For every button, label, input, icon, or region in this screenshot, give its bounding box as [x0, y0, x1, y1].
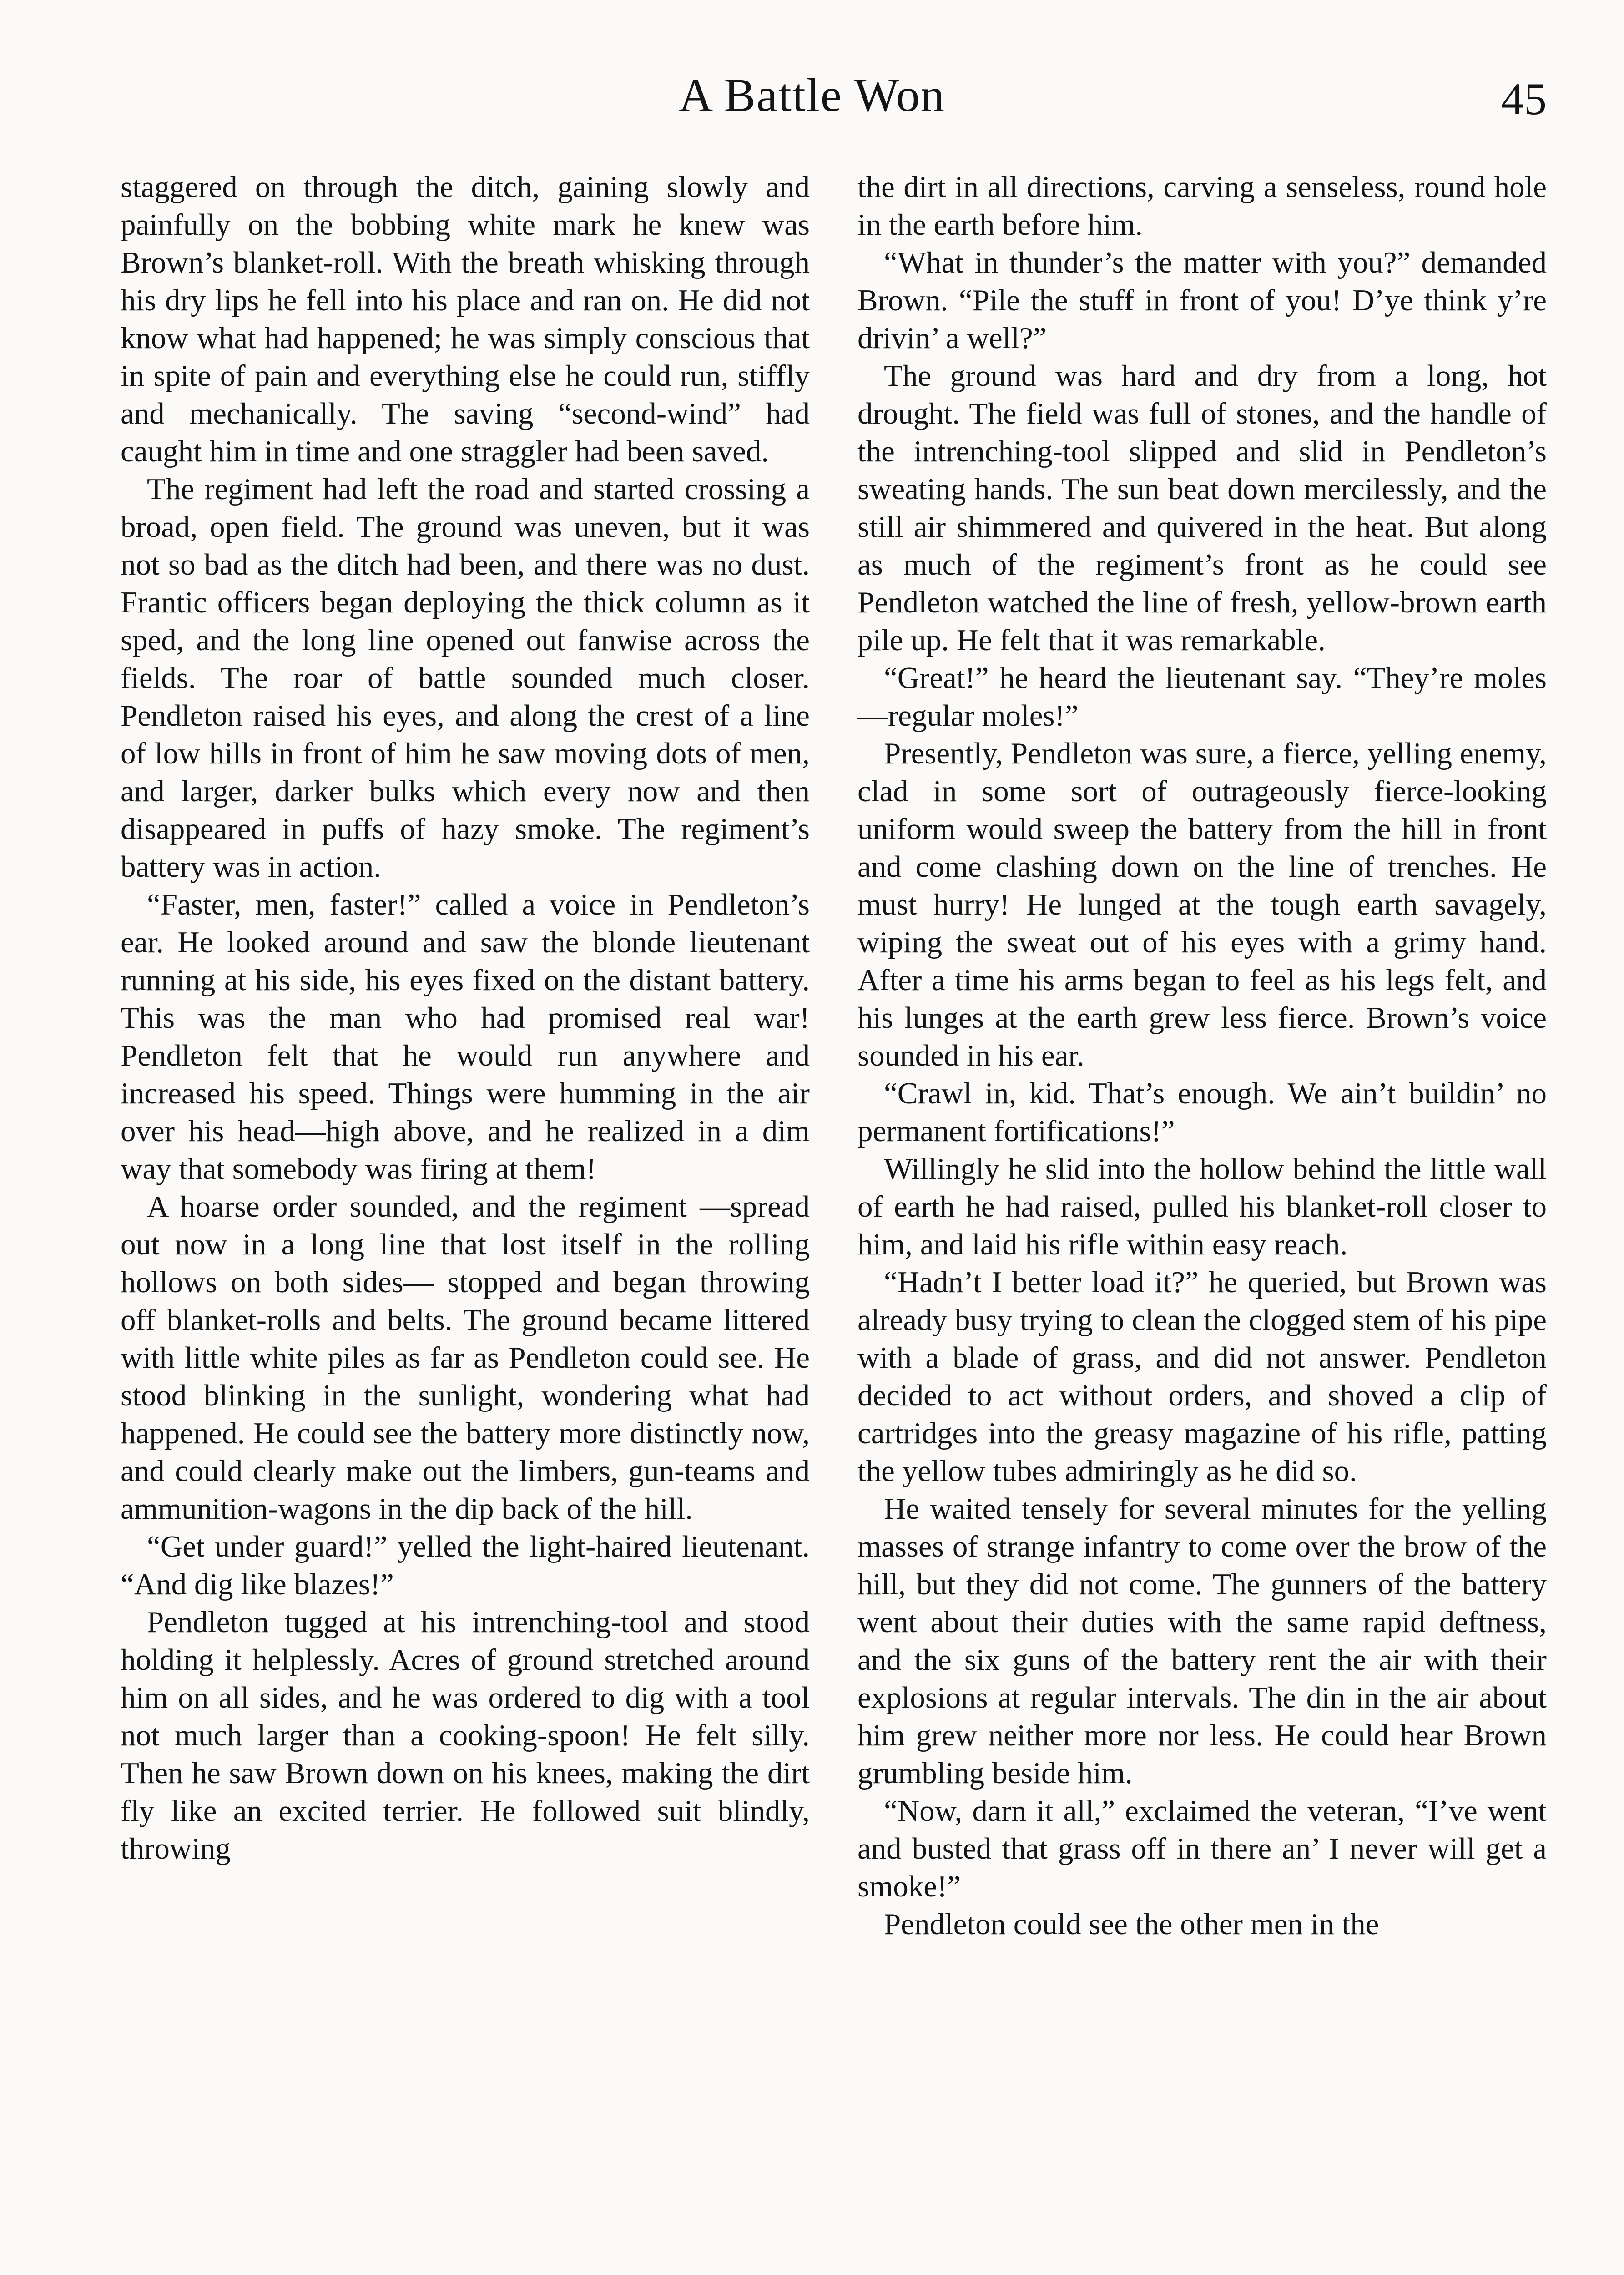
paragraph: “Faster, men, faster!” called a voice in Pendleton’s ear. He looked around and saw the blonde lieutenant running at his side, his eyes fixed on the distant battery. This was the man who had promised real war! Pendleton felt that he would run anywhere and increased his speed. Things were humming in the air over his head—high above, and he realized in a dim way that somebody was firing at them! — [121, 888, 810, 1186]
page-number: 45 — [1501, 74, 1547, 124]
paragraph: Presently, Pendleton was sure, a fierce, yelling enemy, clad in some sort of outrageously fierce-looking uniform would sweep the battery from the hill in front and come clashing down on the line of trenches. He must hurry! He lunged at the tough earth savagely, wiping the sweat out of his eyes with a grimy hand. After a time his arms began to feel as his legs felt, and his lunges at the earth grew less fierce. Brown’s voice sounded in his ear. — [857, 737, 1547, 1072]
paragraph: “Get under guard!” yelled the light-haired lieutenant. “And dig like blazes!” — [121, 1530, 810, 1601]
paragraph: The ground was hard and dry from a long, hot drought. The field was full of stones, and the handle of the intrenching-tool slipped and slid in Pendleton’s sweating hands. The sun beat down mercilessly, and the still air shimmered and quivered in the heat. But along as much of the regiment’s front as he could see Pendleton watched the line of fresh, yellow-brown earth pile up. He felt that it was remarkable. — [857, 359, 1547, 657]
paragraph: the dirt in all directions, carving a senseless, round hole in the earth before him. — [857, 170, 1547, 242]
paragraph: “Crawl in, kid. That’s enough. We ain’t buildin’ no permanent fortifications!” — [857, 1077, 1547, 1148]
paragraph: “What in thunder’s the matter with you?” demanded Brown. “Pile the stuff in front of you! D’ye think y’re drivin’ a well?” — [857, 246, 1547, 355]
paragraph: staggered on through the ditch, gaining slowly and painfully on the bobbing white mark he knew was Brown’s blanket-roll. With the breath whisking through his dry lips he fell into his place and ran on. He did not know what had happened; he was simply conscious that in spite of pain and everything else he could run, stiffly and mechanically. The saving “second-wind” had caught him in time and one straggler had been saved. — [121, 170, 810, 468]
paragraph: A hoarse order sounded, and the regiment —spread out now in a long line that lost itself in the rolling hollows on both sides— stopped and began throwing off blanket-rolls and belts. The ground became littered with little white piles as far as Pendleton could see. He stood blinking in the sunlight, wondering what had happened. He could see the battery more distinctly now, and could clearly make out the limbers, gun-teams and ammunition-wagons in the dip back of the hill. — [121, 1190, 810, 1526]
paragraph: He waited tensely for several minutes for the yelling masses of strange infantry to come over the brow of the hill, but they did not come. The gunners of the battery went about their duties with the same rapid deftness, and the six guns of the battery rent the air with their explosions at regular intervals. The din in the air about him grew neither more nor less. He could hear Brown grumbling beside him. — [857, 1492, 1547, 1790]
paragraph: Pendleton tugged at his intrenching-tool and stood holding it helplessly. Acres of ground stretched around him on all sides, and he was ordered to dig with a tool not much larger than a cooking-spoon! He felt silly. Then he saw Brown down on his knees, making the dirt fly like an excited terrier. He followed suit blindly, throwing — [121, 1605, 810, 1866]
right-column — [857, 168, 1547, 1943]
left-column — [121, 168, 810, 1868]
paragraph: “Now, darn it all,” exclaimed the veteran, “I’ve went and busted that grass off in there an’ I never will get a smoke!” — [857, 1794, 1547, 1903]
page-header — [0, 68, 1624, 136]
paragraph: Willingly he slid into the hollow behind the little wall of earth he had raised, pulled his blanket-roll closer to him, and laid his rifle within easy reach. — [857, 1152, 1547, 1261]
paragraph: “Great!” he heard the lieutenant say. “They’re moles—regular moles!” — [857, 661, 1547, 733]
paragraph: Pendleton could see the other men in the — [884, 1907, 1379, 1941]
paragraph: “Hadn’t I better load it?” he queried, but Brown was already busy trying to clean the clogged stem of his pipe with a blade of grass, and did not answer. Pendleton decided to act without orders, and shoved a clip of cartridges into the greasy magazine of his rifle, patting the yellow tubes admiringly as he did so. — [857, 1265, 1547, 1488]
paragraph: The regiment had left the road and started crossing a broad, open field. The ground was uneven, but it was not so bad as the ditch had been, and there was no dust. Frantic officers began deploying the thick column as it sped, and the long line opened out fanwise across the fields. The roar of battle sounded much closer. Pendleton raised his eyes, and along the crest of a line of low hills in front of him he saw moving dots of men, and larger, darker bulks which every now and then disappeared in puffs of hazy smoke. The regiment’s battery was in action. — [121, 472, 810, 884]
running-title: A Battle Won — [679, 69, 945, 121]
